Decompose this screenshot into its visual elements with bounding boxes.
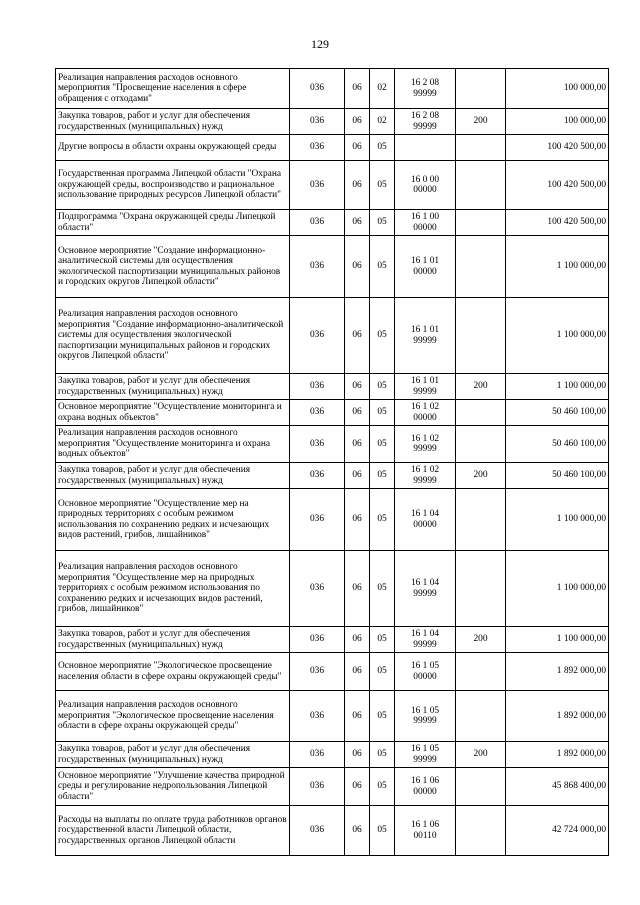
cell-razdel: 06 bbox=[345, 69, 370, 109]
budget-table bbox=[55, 68, 609, 856]
cell-podrazdel: 05 bbox=[370, 426, 395, 463]
target-article-code: 16 1 01 bbox=[410, 376, 440, 387]
cell-expense-type bbox=[456, 691, 506, 742]
cell-amount: 1 100 000,00 bbox=[506, 374, 609, 400]
table-row bbox=[56, 236, 609, 298]
target-article-subcode: 99999 bbox=[413, 716, 437, 726]
cell-razdel: 06 bbox=[345, 742, 370, 768]
table-row bbox=[56, 374, 609, 400]
target-article-subcode: 00000 bbox=[413, 671, 437, 682]
cell-name: Реализация направления расходов основного мероприятия "Осуществление мер на природных территориях с особым режимом использования по сохранению редких и исчезающих видов растений, грибов, лишайников" bbox=[56, 551, 290, 627]
cell-grbs: 036 bbox=[290, 236, 345, 298]
target-article-subcode: 00000 bbox=[413, 519, 437, 530]
cell-expense-type bbox=[456, 298, 506, 374]
cell-name: Другие вопросы в области охраны окружающей среды bbox=[56, 135, 290, 161]
cell-razdel: 06 bbox=[345, 489, 370, 551]
target-article-code: 16 1 02 bbox=[410, 433, 440, 444]
cell-podrazdel: 05 bbox=[370, 400, 395, 426]
cell-grbs: 036 bbox=[290, 400, 345, 426]
cell-target-article bbox=[395, 210, 456, 236]
target-article-subcode: 00000 bbox=[413, 222, 437, 233]
cell-razdel: 06 bbox=[345, 426, 370, 463]
table-row bbox=[56, 109, 609, 135]
cell-grbs: 036 bbox=[290, 426, 345, 463]
cell-name: Реализация направления расходов основного мероприятия "Осуществление мониторинга и охрана водных объектов" bbox=[56, 426, 290, 463]
cell-name: Расходы на выплаты по оплате труда работников органов государственной власти Липецкой области, государственных органов Липецкой области bbox=[56, 806, 290, 856]
cell-target-article bbox=[395, 742, 456, 768]
table-row bbox=[56, 210, 609, 236]
cell-amount: 1 100 000,00 bbox=[506, 627, 609, 653]
cell-razdel: 06 bbox=[345, 109, 370, 135]
cell-target-article bbox=[395, 135, 456, 161]
cell-podrazdel: 02 bbox=[370, 69, 395, 109]
table-row bbox=[56, 69, 609, 109]
table-row bbox=[56, 426, 609, 463]
cell-podrazdel: 05 bbox=[370, 691, 395, 742]
cell-razdel: 06 bbox=[345, 691, 370, 742]
cell-target-article bbox=[395, 426, 456, 463]
table-row bbox=[56, 691, 609, 742]
cell-podrazdel: 05 bbox=[370, 135, 395, 161]
cell-razdel: 06 bbox=[345, 374, 370, 400]
cell-grbs: 036 bbox=[290, 374, 345, 400]
table-row bbox=[56, 806, 609, 856]
cell-razdel: 06 bbox=[345, 768, 370, 806]
cell-name: Реализация направления расходов основного мероприятия "Экологическое просвещение населения области в сфере охраны окружающей среды" bbox=[56, 691, 290, 742]
target-article-code: 16 1 06 bbox=[410, 776, 440, 787]
cell-grbs: 036 bbox=[290, 768, 345, 806]
target-article-subcode: 00000 bbox=[413, 185, 437, 195]
cell-expense-type bbox=[456, 653, 506, 691]
cell-amount: 100 420 500,00 bbox=[506, 161, 609, 210]
cell-grbs: 036 bbox=[290, 627, 345, 653]
cell-target-article bbox=[395, 489, 456, 551]
cell-name: Основное мероприятие "Создание информационно-аналитической системы для осуществления экологической паспортизации муниципальных районов и городских округов Липецкой области" bbox=[56, 236, 290, 298]
target-article-code: 16 1 02 bbox=[410, 465, 440, 476]
table-row bbox=[56, 653, 609, 691]
target-article-code: 16 1 05 bbox=[410, 705, 440, 716]
cell-razdel: 06 bbox=[345, 551, 370, 627]
target-article-subcode: 99999 bbox=[413, 386, 437, 397]
cell-amount: 1 892 000,00 bbox=[506, 691, 609, 742]
cell-grbs: 036 bbox=[290, 742, 345, 768]
cell-name: Закупка товаров, работ и услуг для обеспечения государственных (муниципальных) нужд bbox=[56, 627, 290, 653]
cell-expense-type bbox=[456, 161, 506, 210]
cell-target-article bbox=[395, 551, 456, 627]
cell-name: Государственная программа Липецкой области "Охрана окружающей среды, воспроизводство и рациональное использование природных ресурсов Липецкой области" bbox=[56, 161, 290, 210]
table-row bbox=[56, 161, 609, 210]
table-row bbox=[56, 298, 609, 374]
cell-razdel: 06 bbox=[345, 806, 370, 856]
cell-target-article bbox=[395, 627, 456, 653]
cell-target-article bbox=[395, 109, 456, 135]
cell-expense-type: 200 bbox=[456, 627, 506, 653]
cell-podrazdel: 05 bbox=[370, 236, 395, 298]
cell-grbs: 036 bbox=[290, 691, 345, 742]
cell-amount: 50 460 100,00 bbox=[506, 463, 609, 489]
cell-target-article bbox=[395, 653, 456, 691]
cell-name: Закупка товаров, работ и услуг для обеспечения государственных (муниципальных) нужд bbox=[56, 374, 290, 400]
table-row bbox=[56, 627, 609, 653]
target-article-code: 16 1 05 bbox=[410, 661, 440, 672]
cell-podrazdel: 05 bbox=[370, 742, 395, 768]
cell-target-article bbox=[395, 768, 456, 806]
table-row bbox=[56, 463, 609, 489]
cell-name: Основное мероприятие "Улучшение качества природной среды и регулирование недропользования Липецкой области" bbox=[56, 768, 290, 806]
cell-grbs: 036 bbox=[290, 806, 345, 856]
cell-grbs: 036 bbox=[290, 109, 345, 135]
cell-podrazdel: 05 bbox=[370, 463, 395, 489]
cell-podrazdel: 05 bbox=[370, 161, 395, 210]
target-article-code: 16 1 02 bbox=[410, 402, 440, 413]
target-article-subcode: 99999 bbox=[413, 639, 437, 650]
cell-amount: 50 460 100,00 bbox=[506, 426, 609, 463]
cell-expense-type bbox=[456, 489, 506, 551]
cell-target-article bbox=[395, 236, 456, 298]
cell-amount: 1 100 000,00 bbox=[506, 298, 609, 374]
cell-amount: 100 000,00 bbox=[506, 69, 609, 109]
cell-podrazdel: 05 bbox=[370, 210, 395, 236]
target-article-code: 16 2 08 bbox=[410, 111, 440, 122]
target-article-code: 16 1 06 bbox=[410, 820, 440, 831]
cell-amount: 100 420 500,00 bbox=[506, 210, 609, 236]
target-article-subcode: 99999 bbox=[413, 475, 437, 486]
cell-name: Основное мероприятие "Осуществление мер на природных территориях с особым режимом использования по сохранению редких и исчезающих видов растений, грибов, лишайников" bbox=[56, 489, 290, 551]
budget-table-body bbox=[56, 69, 609, 856]
cell-razdel: 06 bbox=[345, 135, 370, 161]
cell-razdel: 06 bbox=[345, 236, 370, 298]
cell-expense-type bbox=[456, 236, 506, 298]
target-article-code: 16 1 04 bbox=[410, 509, 440, 520]
cell-target-article bbox=[395, 298, 456, 374]
cell-podrazdel: 05 bbox=[370, 489, 395, 551]
cell-grbs: 036 bbox=[290, 489, 345, 551]
page-number: 129 bbox=[311, 37, 329, 51]
cell-podrazdel: 05 bbox=[370, 627, 395, 653]
cell-razdel: 06 bbox=[345, 400, 370, 426]
target-article-code: 16 1 04 bbox=[410, 578, 440, 589]
cell-podrazdel: 05 bbox=[370, 768, 395, 806]
cell-target-article bbox=[395, 69, 456, 109]
cell-grbs: 036 bbox=[290, 135, 345, 161]
cell-name: Основное мероприятие "Осуществление мониторинга и охрана водных объектов" bbox=[56, 400, 290, 426]
target-article-code: 16 1 04 bbox=[410, 629, 440, 640]
target-article-code: 16 1 05 bbox=[410, 744, 440, 755]
cell-expense-type bbox=[456, 426, 506, 463]
cell-amount: 100 420 500,00 bbox=[506, 135, 609, 161]
cell-amount: 1 100 000,00 bbox=[506, 551, 609, 627]
table-row bbox=[56, 742, 609, 768]
target-article-code: 16 2 08 bbox=[410, 78, 440, 89]
cell-podrazdel: 02 bbox=[370, 109, 395, 135]
cell-expense-type bbox=[456, 400, 506, 426]
target-article-subcode: 99999 bbox=[413, 754, 437, 765]
cell-podrazdel: 05 bbox=[370, 374, 395, 400]
cell-name: Основное мероприятие "Экологическое просвещение населения области в сфере охраны окружающей среды" bbox=[56, 653, 290, 691]
cell-name: Подпрограмма "Охрана окружающей среды Липецкой области" bbox=[56, 210, 290, 236]
cell-razdel: 06 bbox=[345, 463, 370, 489]
cell-expense-type: 200 bbox=[456, 463, 506, 489]
cell-amount: 50 460 100,00 bbox=[506, 400, 609, 426]
cell-target-article bbox=[395, 463, 456, 489]
cell-expense-type bbox=[456, 768, 506, 806]
cell-amount: 1 892 000,00 bbox=[506, 742, 609, 768]
cell-expense-type: 200 bbox=[456, 742, 506, 768]
target-article-code: 16 1 01 bbox=[410, 256, 440, 267]
cell-grbs: 036 bbox=[290, 298, 345, 374]
target-article-code: 16 0 00 bbox=[410, 174, 440, 185]
cell-expense-type bbox=[456, 69, 506, 109]
target-article-subcode: 00000 bbox=[413, 412, 437, 423]
cell-grbs: 036 bbox=[290, 69, 345, 109]
cell-expense-type bbox=[456, 135, 506, 161]
target-article-subcode: 99999 bbox=[413, 88, 437, 99]
table-row bbox=[56, 768, 609, 806]
cell-grbs: 036 bbox=[290, 551, 345, 627]
cell-expense-type: 200 bbox=[456, 109, 506, 135]
target-article-subcode: 99999 bbox=[413, 444, 437, 454]
target-article-subcode: 00000 bbox=[413, 786, 437, 797]
target-article-subcode: 99999 bbox=[413, 121, 437, 132]
cell-podrazdel: 05 bbox=[370, 551, 395, 627]
cell-podrazdel: 05 bbox=[370, 806, 395, 856]
target-article-subcode: 99999 bbox=[413, 588, 437, 599]
cell-name: Закупка товаров, работ и услуг для обеспечения государственных (муниципальных) нужд bbox=[56, 463, 290, 489]
cell-razdel: 06 bbox=[345, 627, 370, 653]
cell-razdel: 06 bbox=[345, 298, 370, 374]
cell-amount: 1 100 000,00 bbox=[506, 236, 609, 298]
cell-podrazdel: 05 bbox=[370, 653, 395, 691]
cell-target-article bbox=[395, 806, 456, 856]
cell-expense-type: 200 bbox=[456, 374, 506, 400]
table-row bbox=[56, 400, 609, 426]
cell-amount: 45 868 400,00 bbox=[506, 768, 609, 806]
cell-razdel: 06 bbox=[345, 161, 370, 210]
cell-target-article bbox=[395, 161, 456, 210]
cell-expense-type bbox=[456, 210, 506, 236]
table-row bbox=[56, 135, 609, 161]
cell-amount: 1 892 000,00 bbox=[506, 653, 609, 691]
cell-grbs: 036 bbox=[290, 210, 345, 236]
table-row bbox=[56, 489, 609, 551]
cell-amount: 1 100 000,00 bbox=[506, 489, 609, 551]
cell-expense-type bbox=[456, 806, 506, 856]
cell-target-article bbox=[395, 400, 456, 426]
cell-target-article bbox=[395, 374, 456, 400]
table-row bbox=[56, 551, 609, 627]
target-article-subcode: 00000 bbox=[413, 266, 437, 277]
cell-grbs: 036 bbox=[290, 463, 345, 489]
cell-razdel: 06 bbox=[345, 653, 370, 691]
target-article-code: 16 1 01 bbox=[410, 325, 440, 336]
target-article-code: 16 1 00 bbox=[410, 212, 440, 223]
cell-name: Реализация направления расходов основного мероприятия "Создание информационно-аналитической системы для осуществления экологической паспортизации муниципальных районов и городских округов Липецкой области" bbox=[56, 298, 290, 374]
cell-name: Закупка товаров, работ и услуг для обеспечения государственных (муниципальных) нужд bbox=[56, 742, 290, 768]
cell-amount: 100 000,00 bbox=[506, 109, 609, 135]
target-article-subcode: 99999 bbox=[413, 335, 437, 346]
cell-grbs: 036 bbox=[290, 161, 345, 210]
cell-podrazdel: 05 bbox=[370, 298, 395, 374]
cell-grbs: 036 bbox=[290, 653, 345, 691]
cell-name: Реализация направления расходов основного мероприятия "Просвещение населения в сфере обращения с отходами" bbox=[56, 69, 290, 109]
cell-name: Закупка товаров, работ и услуг для обеспечения государственных (муниципальных) нужд bbox=[56, 109, 290, 135]
cell-target-article bbox=[395, 691, 456, 742]
cell-expense-type bbox=[456, 551, 506, 627]
target-article-subcode: 00110 bbox=[413, 830, 437, 841]
cell-razdel: 06 bbox=[345, 210, 370, 236]
cell-amount: 42 724 000,00 bbox=[506, 806, 609, 856]
